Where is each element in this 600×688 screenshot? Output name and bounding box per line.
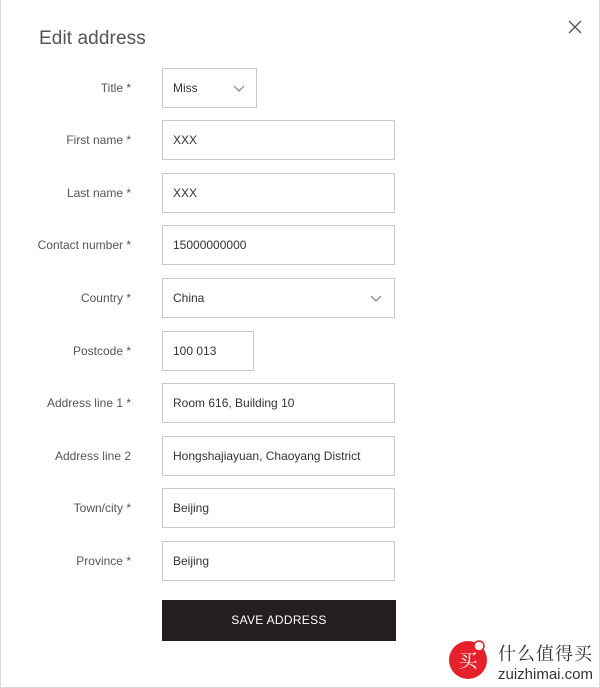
address-line-1-label: Address line 1 * xyxy=(46,396,131,410)
save-address-button[interactable]: SAVE ADDRESS xyxy=(162,600,396,641)
form-row-address-line-1 xyxy=(1,383,600,423)
brand-logo-icon xyxy=(446,638,490,682)
watermark-text-cn: 什么值得买 xyxy=(498,644,593,665)
postcode-field[interactable]: 100 013 xyxy=(162,331,254,371)
dialog-title: Edit address xyxy=(39,28,146,49)
title-select[interactable] xyxy=(162,68,257,108)
country-label: Country * xyxy=(80,291,131,305)
town-city-label: Town/city * xyxy=(73,501,131,515)
form-row-town-city xyxy=(1,488,600,528)
first-name-label: First name * xyxy=(66,133,131,147)
form-row-first-name xyxy=(1,120,600,160)
close-icon[interactable] xyxy=(566,18,584,36)
postcode-label: Postcode * xyxy=(72,344,131,358)
address-line-2-field[interactable]: Hongshajiayuan, Chaoyang District xyxy=(162,436,395,476)
province-label: Province * xyxy=(76,554,131,568)
watermark-text-en: zuizhimai.com xyxy=(498,666,594,683)
watermark xyxy=(446,634,598,684)
first-name-field[interactable]: XXX xyxy=(162,120,395,160)
form-row-province xyxy=(1,541,600,581)
form-row-postcode xyxy=(1,331,600,371)
title-label: Title * xyxy=(100,81,131,95)
form-row-title xyxy=(1,68,600,108)
title-select-value: Miss xyxy=(173,81,198,95)
chevron-down-icon xyxy=(233,83,245,93)
last-name-field[interactable]: XXX xyxy=(162,173,395,213)
last-name-label: Last name * xyxy=(66,186,131,200)
address-line-2-label: Address line 2 xyxy=(54,449,131,463)
chevron-down-icon xyxy=(370,293,382,303)
contact-number-label: Contact number * xyxy=(37,238,131,252)
country-select-value: China xyxy=(173,291,205,305)
contact-number-field[interactable]: 15000000000 xyxy=(162,225,395,265)
form-row-country xyxy=(1,278,600,318)
town-city-field[interactable]: Beijing xyxy=(162,488,395,528)
form-row-contact-number xyxy=(1,225,600,265)
country-select[interactable] xyxy=(162,278,395,318)
province-field[interactable]: Beijing xyxy=(162,541,395,581)
form-row-last-name xyxy=(1,173,600,213)
svg-text:买: 买 xyxy=(458,650,478,672)
address-line-1-field[interactable]: Room 616, Building 10 xyxy=(162,383,395,423)
form-row-address-line-2 xyxy=(1,436,600,476)
